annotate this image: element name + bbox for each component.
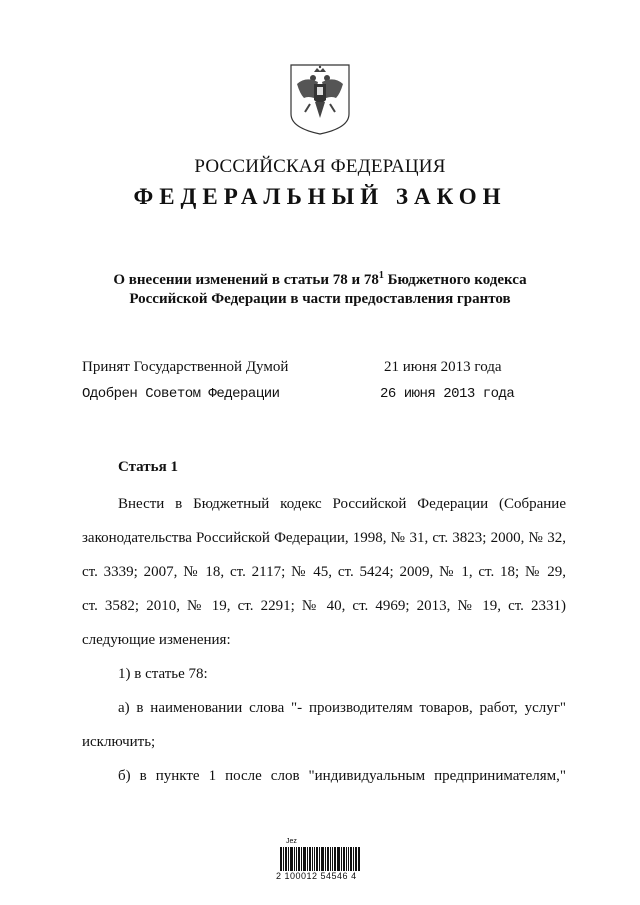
document-type: ФЕДЕРАЛЬНЫЙ ЗАКОН: [133, 184, 507, 209]
adopted-label: Принят Государственной Думой: [82, 359, 289, 375]
article-body: [82, 487, 566, 793]
barcode-mark: Jez: [286, 838, 297, 845]
item-b-line-1: б) в пункте 1 после слов "индивидуальным предпринимателям,": [118, 768, 566, 784]
intro-line-4: ст. 3582; 2010, № 19, ст. 2291; № 40, ст. 4969; 2013, № 19, ст. 2331): [82, 598, 566, 614]
adopted-date: 21 июня 2013 года: [384, 359, 502, 375]
law-title-line-1: [80, 266, 560, 290]
approved-date: 26 июня 2013 года: [380, 386, 515, 402]
state-name: РОССИЙСКАЯ ФЕДЕРАЦИЯ: [194, 156, 446, 177]
coat-of-arms-emblem: [288, 62, 352, 136]
item-1: 1) в статье 78:: [118, 666, 208, 682]
item-a-line-1: а) в наименовании слова "- производителям товаров, работ, услуг": [118, 700, 566, 716]
law-title-line-2: Российской Федерации в части предоставления грантов: [129, 291, 511, 307]
item-a-line-2: исключить;: [82, 734, 156, 750]
intro-line-2: законодательства Российской Федерации, 1998, № 31, ст. 3823; 2000, № 32,: [82, 530, 566, 546]
law-title-part-b: Бюджетного кодекса: [383, 272, 527, 288]
intro-line-5: следующие изменения:: [82, 632, 231, 648]
law-title-part-a: О внесении изменений в статьи 78 и 78: [113, 272, 379, 288]
intro-line-1: Внести в Бюджетный кодекс Российской Федерации (Собрание: [118, 496, 566, 512]
article-heading: Статья 1: [118, 459, 178, 475]
law-title: [80, 266, 560, 309]
approved-label: Одобрен Советом Федерации: [82, 386, 280, 402]
intro-line-3: ст. 3339; 2007, № 18, ст. 2117; № 45, ст. 5424; 2009, № 1, ст. 18; № 29,: [82, 564, 566, 580]
barcode-icon: [280, 847, 360, 871]
barcode-number: 2 100012 54546 4: [276, 871, 357, 881]
law-title-superscript: 1: [378, 270, 384, 281]
coat-of-arms-icon: [288, 62, 352, 136]
